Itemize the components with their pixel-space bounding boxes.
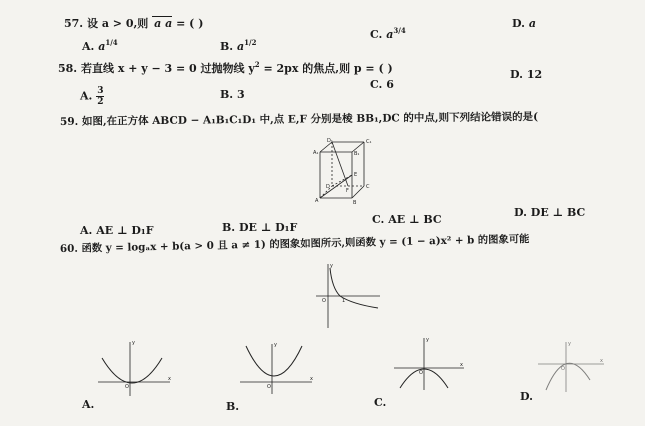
cube-label-d: D bbox=[326, 184, 330, 190]
q60-graph-b-svg bbox=[238, 340, 316, 396]
q57-stem bbox=[64, 16, 203, 30]
cube-label-b: B bbox=[353, 200, 357, 206]
cube-edge-bc bbox=[352, 186, 364, 198]
q57-inner-radical bbox=[165, 16, 172, 30]
graph-a-label-y: y bbox=[132, 340, 135, 346]
q60-graph-d-svg bbox=[536, 340, 606, 394]
q57-option-b-label: B. bbox=[220, 40, 234, 53]
q57-number: 57. bbox=[64, 17, 84, 30]
cube-label-b1: B₁ bbox=[354, 151, 360, 157]
q60-graph-c[interactable] bbox=[392, 336, 466, 392]
q57-option-c-exp-den: 4 bbox=[400, 26, 406, 35]
cube-label-c: C bbox=[366, 184, 370, 190]
q58-option-a[interactable] bbox=[80, 86, 104, 107]
graph-c-label-o: O bbox=[419, 370, 423, 376]
q59-option-d[interactable]: D. DE ⊥ BC bbox=[514, 206, 586, 219]
q57-option-c-label: C. bbox=[370, 28, 383, 41]
graph-b-label-o: O bbox=[267, 384, 271, 390]
cube-label-e: E bbox=[354, 172, 358, 178]
log-curve bbox=[330, 268, 378, 308]
q57-option-b-exp-den: 2 bbox=[251, 38, 257, 47]
graph-d-label-o: O bbox=[561, 366, 565, 372]
log-label-y: y bbox=[330, 263, 333, 269]
q58-option-b[interactable] bbox=[220, 88, 245, 101]
q57-option-d-value: a bbox=[528, 17, 536, 30]
q60-graph-b[interactable] bbox=[238, 340, 316, 396]
q57-option-b-exp-num: 1 bbox=[244, 38, 249, 47]
graph-d-label-x: x bbox=[600, 358, 603, 364]
log-label-o: O bbox=[322, 298, 326, 304]
q58-stem-text-2: = 2px 的焦点,则 p = ( ) bbox=[259, 62, 393, 75]
q58-stem-sup: 2 bbox=[254, 60, 260, 69]
q58-option-c-label: C. bbox=[370, 78, 383, 91]
q58-option-d[interactable] bbox=[510, 68, 542, 81]
q60-log-graph-svg bbox=[312, 262, 382, 330]
q60-log-graph bbox=[312, 262, 382, 330]
cube-label-a1: A₁ bbox=[313, 150, 319, 156]
q60-option-d-label[interactable]: D. bbox=[520, 390, 533, 403]
q59-stem bbox=[60, 111, 538, 129]
q59-option-a[interactable]: A. AE ⊥ D₁F bbox=[80, 224, 154, 237]
q58-number: 58. bbox=[58, 62, 78, 75]
q58-option-c-value: 6 bbox=[386, 78, 394, 91]
cube-label-c1: C₁ bbox=[366, 139, 372, 145]
q59-cube-svg bbox=[308, 138, 380, 206]
q60-graph-a[interactable] bbox=[96, 338, 174, 398]
cube-segment-de bbox=[332, 175, 352, 186]
graph-b-parabola bbox=[246, 346, 302, 376]
graph-a-parabola bbox=[102, 358, 162, 383]
q59-option-b[interactable]: B. DE ⊥ D₁F bbox=[222, 221, 298, 234]
cube-label-a: A bbox=[315, 198, 319, 204]
q58-option-b-label: B. bbox=[220, 88, 234, 101]
q57-option-d[interactable] bbox=[512, 17, 536, 30]
cube-label-d1: D₁ bbox=[327, 138, 333, 144]
graph-d-parabola bbox=[546, 363, 590, 390]
q57-option-b-base: a bbox=[236, 40, 245, 53]
q58-option-a-num: 3 bbox=[97, 86, 104, 96]
q57-radical-a: a bbox=[154, 17, 162, 30]
q60-number: 60. bbox=[59, 242, 79, 255]
graph-d-label-y: y bbox=[568, 341, 571, 347]
q57-option-c[interactable]: C. $a^{3/4}$ bbox=[370, 26, 406, 41]
q58-option-b-value: 3 bbox=[236, 88, 245, 101]
q57-stem-text: 设 a > 0,则 bbox=[86, 17, 149, 30]
cube-label-f: F bbox=[346, 188, 349, 194]
q57-inner-a: a bbox=[165, 17, 173, 30]
graph-b-label-x: x bbox=[310, 376, 313, 382]
q57-option-c-base: a bbox=[386, 28, 394, 41]
q58-option-a-fraction bbox=[96, 86, 104, 107]
q59-cube-figure bbox=[308, 138, 380, 206]
graph-a-label-o: O bbox=[125, 384, 129, 390]
q57-option-c-exp-num: 3 bbox=[393, 26, 399, 35]
graph-c-label-y: y bbox=[426, 337, 429, 343]
q60-option-c-label[interactable]: C. bbox=[374, 396, 387, 409]
q58-option-a-den: 2 bbox=[97, 97, 104, 107]
graph-c-label-x: x bbox=[460, 362, 463, 368]
q58-option-c[interactable] bbox=[370, 78, 394, 91]
q60-option-b-label[interactable]: B. bbox=[226, 400, 240, 413]
q60-stem-text: 函数 y = logₐx + b(a > 0 且 a ≠ 1) 的图象如图所示,则函数 y = (1 − a)x² + b 的图象可能 bbox=[81, 233, 530, 255]
log-label-one: 1 bbox=[342, 298, 346, 304]
q59-option-c[interactable]: C. AE ⊥ BC bbox=[372, 213, 442, 226]
q59-stem-text: 如图,在正方体 ABCD − A₁B₁C₁D₁ 中,点 E,F 分别是棱 BB₁,DC 的中点,则下列结论错误的是( bbox=[81, 110, 539, 128]
q58-option-a-label: A. bbox=[80, 89, 93, 103]
graph-a-label-x: x bbox=[168, 376, 171, 382]
q60-graph-c-svg bbox=[392, 336, 466, 392]
q57-radical bbox=[152, 16, 172, 30]
q58-option-d-value: 12 bbox=[526, 68, 543, 81]
q58-stem-text: 若直线 x + y − 3 = 0 过抛物线 y bbox=[80, 62, 255, 75]
q57-option-a-base: a bbox=[98, 40, 106, 53]
q57-option-d-label: D. bbox=[512, 17, 525, 30]
q57-option-a-exp-num: 1 bbox=[105, 38, 111, 47]
q57-option-a-exp-den: 4 bbox=[112, 38, 118, 47]
q57-option-a-label: A. bbox=[82, 40, 95, 53]
cube-segment-ae bbox=[320, 175, 352, 198]
q57-stem-paren: = ( ) bbox=[176, 17, 204, 30]
q60-option-a-label[interactable]: A. bbox=[82, 398, 95, 411]
q58-stem bbox=[58, 58, 393, 75]
q58-option-d-label: D. bbox=[510, 68, 523, 81]
q57-option-b[interactable]: B. $a^{1/2}$ bbox=[220, 38, 257, 53]
q57-option-a[interactable]: A. $a^{1/4}$ bbox=[82, 38, 118, 53]
q60-graph-a-svg bbox=[96, 338, 174, 398]
graph-b-label-y: y bbox=[274, 342, 277, 348]
q60-graph-d[interactable] bbox=[536, 340, 606, 394]
q59-number: 59. bbox=[59, 115, 79, 128]
